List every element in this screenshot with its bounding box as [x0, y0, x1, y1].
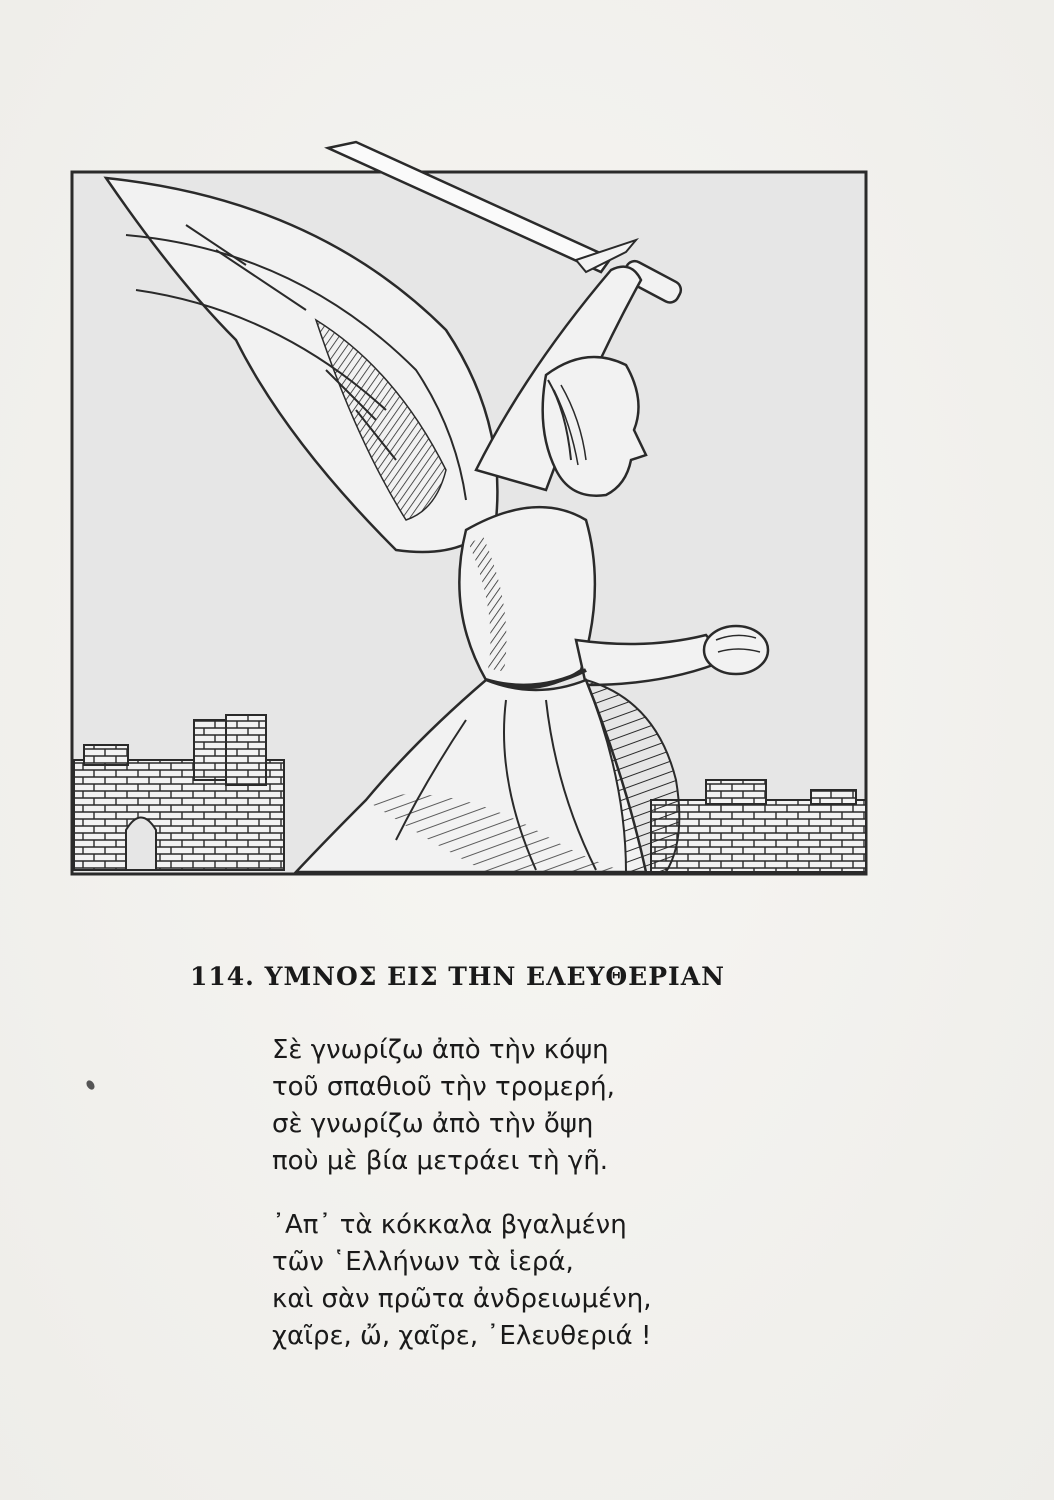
liberty-illustration — [66, 140, 878, 880]
verse-line: Σὲ γνωρίζω ἀπὸ τὴν κόψη — [272, 1035, 609, 1065]
verse-line: τῶν ῾Ελλήνων τὰ ἱερά, — [272, 1247, 574, 1277]
verse-line: ποὺ μὲ βία μετράει τὴ γῆ. — [272, 1146, 609, 1176]
verse-line: χαῖρε, ὤ, χαῖρε, ᾿Ελευθεριά ! — [272, 1321, 652, 1351]
verse-line: σὲ γνωρίζω ἀπὸ τὴν ὄψη — [272, 1109, 594, 1139]
verse-line: ᾿Απ᾿ τὰ κόκκαλα βγαλμένη — [272, 1210, 627, 1240]
poem-title: 114. ΥΜΝΟΣ ΕΙΣ ΤΗΝ ΕΛΕΥΘΕΡΙΑΝ — [190, 962, 725, 991]
stanza-2 — [272, 1207, 752, 1355]
verse-line: καὶ σὰν πρῶτα ἀνδρειωμένη, — [272, 1284, 652, 1314]
stanza-1 — [272, 1032, 752, 1180]
verse-line: τοῦ σπαθιοῦ τὴν τρομερή, — [272, 1072, 615, 1102]
